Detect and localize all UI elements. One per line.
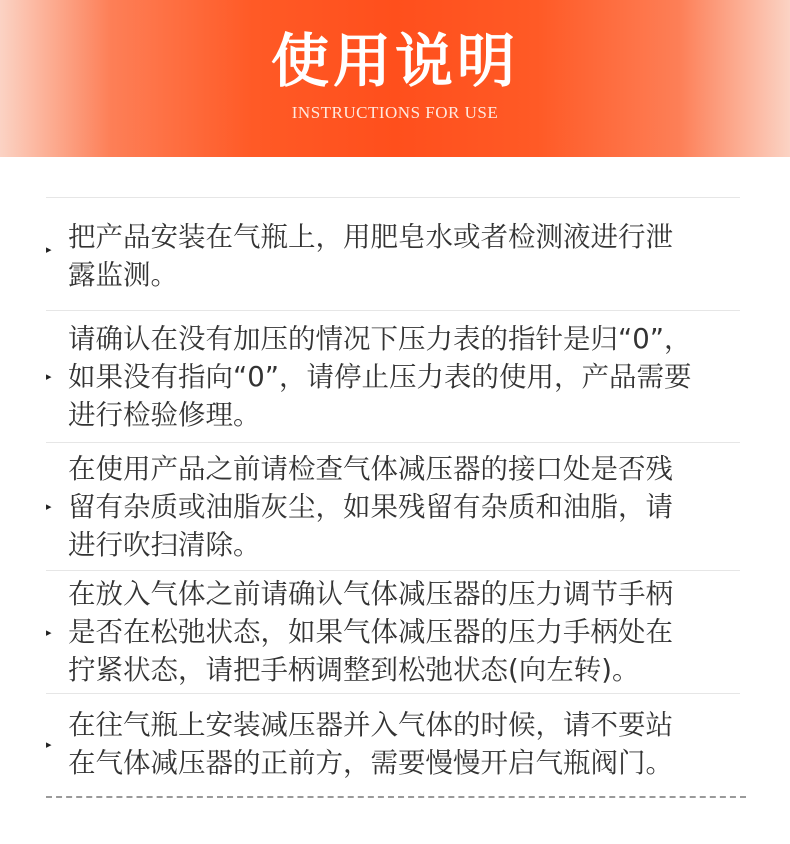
instruction-text: 把产品安装在气瓶上，用肥皂水或者检测液进行泄 露监测。 xyxy=(68,221,673,291)
bullet-icon: ▸ xyxy=(46,370,52,383)
instruction-text: 请确认在没有加压的情况下压力表的指针是归“0”， 如果没有指向“0”，请停止压力表的使用，产品需要 进行检验修理。 xyxy=(68,322,692,431)
list-item xyxy=(46,311,740,442)
dashed-divider xyxy=(46,796,746,798)
bullet-icon: ▸ xyxy=(46,242,52,256)
bullet-icon: ▸ xyxy=(46,737,52,751)
page-title: 使用说明 xyxy=(270,27,519,95)
list-item xyxy=(46,694,740,794)
bullet-icon: ▸ xyxy=(46,625,52,639)
list-item xyxy=(46,198,740,310)
bullet-icon: ▸ xyxy=(46,500,52,513)
instruction-text: 在往气瓶上安装减压器并入气体的时候，请不要站 在气体减压器的正前方，需要慢慢开启气瓶阀门。 xyxy=(68,709,673,779)
instruction-list xyxy=(46,197,740,794)
list-item xyxy=(46,443,740,570)
instruction-text: 在放入气体之前请确认气体减压器的压力调节手柄 是否在松弛状态，如果气体减压器的压力手柄处在 拧紧状态，请把手柄调整到松弛状态(向左转)。 xyxy=(68,578,673,686)
header-banner xyxy=(0,0,790,157)
list-item xyxy=(46,571,740,693)
page-subtitle: INSTRUCTIONS FOR USE xyxy=(291,103,499,122)
instruction-text: 在使用产品之前请检查气体减压器的接口处是否残 留有杂质或油脂灰尘，如果残留有杂质和油脂，请 进行吹扫清除。 xyxy=(68,452,673,561)
